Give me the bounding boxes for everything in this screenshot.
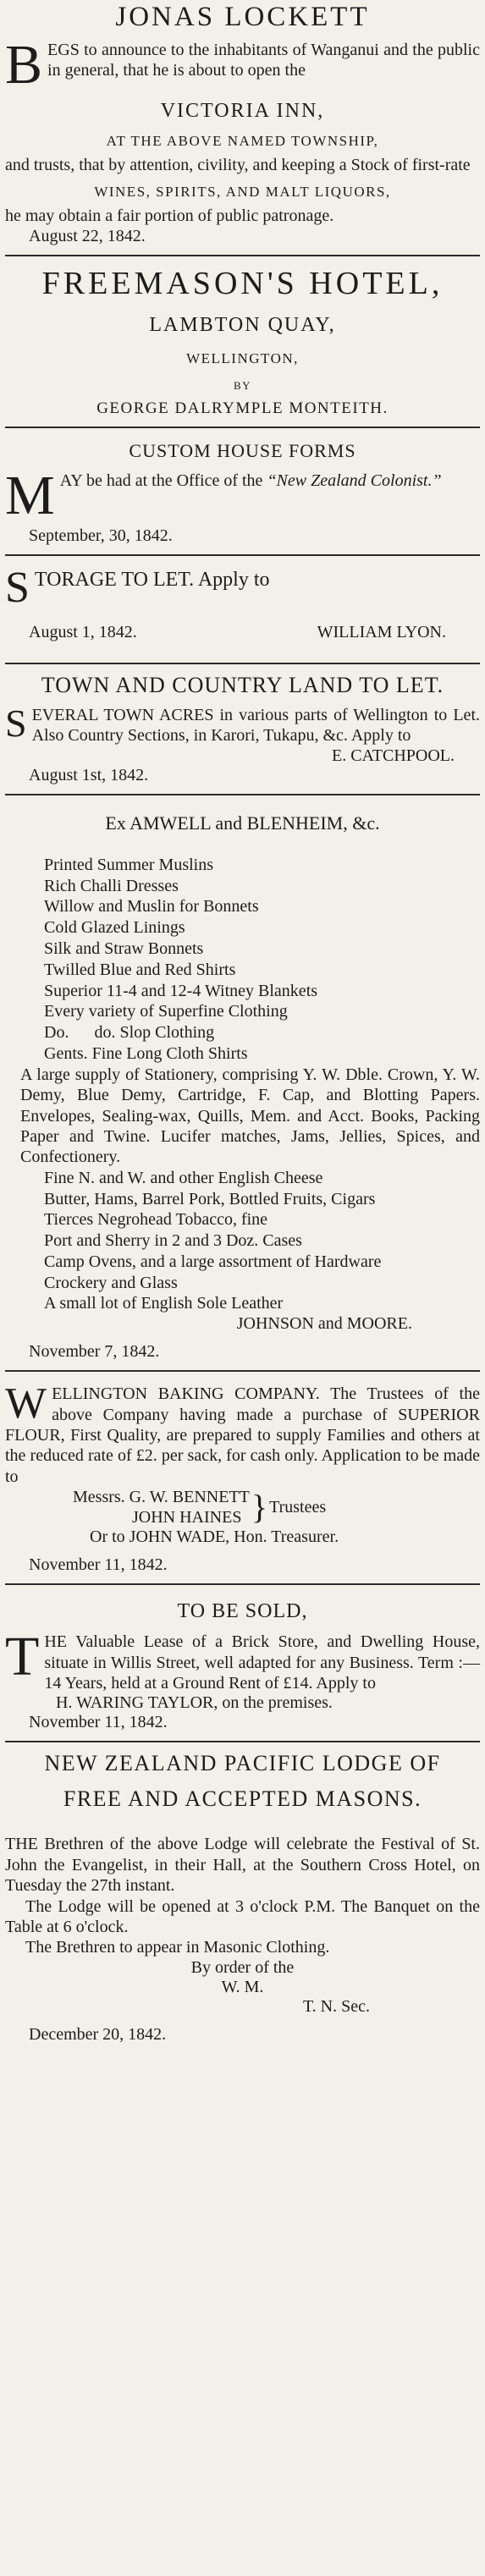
lockett-advert: [5, 0, 480, 246]
victoria-inn-heading: VICTORIA INN,: [160, 99, 325, 122]
divider-rule: [5, 427, 480, 428]
lodge-order: By order of the: [190, 1957, 295, 1977]
lockett-date: August 22, 1842.: [29, 226, 146, 245]
list-item: Superior 11-4 and 12-4 Witney Blankets: [44, 981, 318, 1000]
divider-rule: [5, 255, 480, 256]
list-item: Port and Sherry in 2 and 3 Doz. Cases: [44, 1231, 302, 1251]
list-item: Tierces Negrohead Tobacco, fine: [44, 1210, 268, 1230]
drop-cap-s: S: [5, 702, 27, 745]
list-item: Do. do. Slop Clothing: [44, 1023, 215, 1043]
customs-text: [5, 464, 480, 526]
lockett-text-3: he may obtain a fair portion of public patronage.: [5, 206, 334, 226]
storage-footer: [5, 623, 480, 642]
lockett-text-2: and trusts, that by attention, civility, and keeping a Stock of first-rate: [5, 155, 471, 174]
land-date: August 1st, 1842.: [29, 765, 149, 784]
storage-date: August 1, 1842.: [29, 623, 137, 641]
trustee-names: [73, 1487, 250, 1527]
list-item: Printed Summer Muslins: [44, 855, 214, 874]
township-line: AT THE ABOVE NAMED TOWNSHIP,: [106, 132, 379, 149]
divider-rule: [5, 1583, 480, 1585]
lodge-date: December 20, 1842.: [29, 2024, 167, 2044]
storage-heading: TORAGE TO LET. Apply to: [34, 569, 270, 592]
trustees-block: [73, 1487, 480, 1527]
lodge-text-2: The Lodge will be opened at 3 o'clock P.M. The Banquet on the Table at 6 o'clock.: [5, 1896, 480, 1936]
brace-glyph: }: [251, 1488, 268, 1527]
storage-signer: WILLIAM LYON.: [317, 623, 446, 641]
amwell-date: November 7, 1842.: [29, 1342, 160, 1362]
list-item: Gents. Fine Long Cloth Shirts: [44, 1043, 248, 1063]
list-item: Every variety of Superfine Clothing: [44, 1002, 288, 1021]
divider-rule: [5, 794, 480, 795]
list-item: Silk and Straw Bonnets: [44, 938, 204, 958]
land-text: [5, 702, 480, 746]
lodge-title-2: FREE AND ACCEPTED MASONS.: [63, 1786, 422, 1812]
drop-cap-t: T: [5, 1626, 40, 1688]
lockett-intro: EGS to announce to the inhabitants of Wanganui and the public in general, that he is about to open the: [47, 41, 480, 80]
customs-date: September, 30, 1842.: [29, 526, 173, 546]
divider-rule: [5, 1741, 480, 1742]
trustees-label: Trustees: [269, 1497, 327, 1516]
land-advert: [5, 673, 480, 785]
drop-cap-w: W: [5, 1379, 47, 1428]
storage-advert: [5, 564, 480, 642]
baking-date: November 11, 1842.: [29, 1555, 168, 1575]
amwell-advert: [5, 812, 480, 1362]
land-body: EVERAL TOWN ACRES in various parts of Wellington to Let. Also Country Sections, in Karori, Tukapu, &c. Apply to: [31, 706, 480, 746]
list-item: A small lot of English Sole Leather: [44, 1294, 284, 1313]
lodge-text-1: THE Brethren of the above Lodge will celebrate the Festival of St. John the Evangelist, in their Hall, at the Southern Cross Hotel, on Tuesday the 27th instant.: [5, 1835, 480, 1896]
lodge-title-1: NEW ZEALAND PACIFIC LODGE OF: [44, 1751, 441, 1776]
drop-cap-s: S: [5, 564, 30, 613]
lockett-text-1: [5, 34, 480, 96]
freemason-by: BY: [233, 378, 252, 392]
drop-cap-b: B: [5, 34, 43, 96]
colonist-paper: “New Zealand Colonist.”: [267, 471, 442, 490]
divider-rule: [5, 554, 480, 556]
lodge-wm: W. M.: [221, 1977, 264, 1996]
list-item: Rich Challi Dresses: [44, 876, 179, 895]
sold-advert: [5, 1600, 480, 1732]
divider-rule: [5, 663, 480, 664]
lodge-advert: [5, 1751, 480, 2044]
land-signer: E. CATCHPOOL.: [331, 746, 455, 765]
lockett-name: JONAS LOCKETT: [115, 2, 370, 32]
goods-list-2: [5, 1168, 480, 1315]
amwell-signer: JOHNSON and MOORE.: [236, 1314, 412, 1334]
sold-text: [5, 1626, 480, 1693]
baking-text: [5, 1379, 480, 1487]
freemason-town: WELLINGTON,: [186, 350, 299, 366]
trustee-haines: JOHN HAINES: [132, 1508, 242, 1527]
goods-list: [5, 855, 480, 1065]
baking-body: ELLINGTON BAKING COMPANY. The Trustees of the above Company having made a purchase of SUPERIOR FLOUR, First Quality, are prepared to supply Families and others at the reduced rate of £2. per sack, for cash only. Application to be made to: [5, 1384, 480, 1486]
customs-intro: AY be had at the Office of the: [59, 471, 263, 490]
baking-advert: [5, 1379, 480, 1575]
freemason-owner: GEORGE DALRYMPLE MONTEITH.: [96, 399, 389, 417]
trustee-bennett: Messrs. G. W. BENNETT: [73, 1488, 250, 1507]
customs-title: CUSTOM HOUSE FORMS: [129, 439, 356, 461]
land-title: TOWN AND COUNTRY LAND TO LET.: [41, 673, 444, 697]
sold-date: November 11, 1842.: [29, 1713, 168, 1732]
customs-advert: [5, 440, 480, 547]
amwell-title: Ex AMWELL and BLENHEIM, &c.: [105, 812, 380, 834]
list-item: Fine N. and W. and other English Cheese: [44, 1168, 323, 1187]
lodge-text-3: The Brethren to appear in Masonic Clothing.: [25, 1938, 330, 1957]
list-item: Twilled Blue and Red Shirts: [44, 960, 236, 979]
lodge-secretary: T. N. Sec.: [302, 1996, 370, 2016]
sold-signer: H. WARING TAYLOR, on the premises.: [56, 1693, 333, 1713]
list-item: Camp Ovens, and a large assortment of Hardware: [44, 1252, 382, 1271]
freemason-advert: [5, 265, 480, 418]
divider-rule: [5, 1370, 480, 1372]
stationery-text: A large supply of Stationery, comprising Y. W. Dble. Crown, Y. W. Demy, Blue Demy, Cartridge, F. Cap, and Blotting Papers. Envelopes, Sealing-wax, Quills, Mem. and Acct. Books, Packing Paper and Twine. Lucifer matches, Jams, Jellies, Spices, and Confectionery.: [20, 1065, 480, 1167]
list-item: Cold Glazed Linings: [44, 918, 185, 938]
sold-title: TO BE SOLD,: [177, 1600, 308, 1623]
list-item: Willow and Muslin for Bonnets: [44, 897, 259, 916]
list-item: Crockery and Glass: [44, 1273, 178, 1292]
drop-cap-m: M: [5, 464, 55, 526]
freemason-title: FREEMASON'S HOTEL,: [41, 265, 444, 301]
sold-body: HE Valuable Lease of a Brick Store, and Dwelling House, situate in Willis Street, well adapted for any Business. Term :—14 Years, held at a Ground Rent of £14. Apply to: [44, 1632, 480, 1693]
liquors-line: WINES, SPIRITS, AND MALT LIQUORS,: [94, 184, 391, 201]
storage-text: [5, 564, 480, 613]
treasurer-line: Or to JOHN WADE, Hon. Treasurer.: [90, 1527, 339, 1547]
freemason-street: LAMBTON QUAY,: [149, 313, 336, 336]
list-item: Butter, Hams, Barrel Pork, Bottled Fruits, Cigars: [44, 1189, 376, 1208]
